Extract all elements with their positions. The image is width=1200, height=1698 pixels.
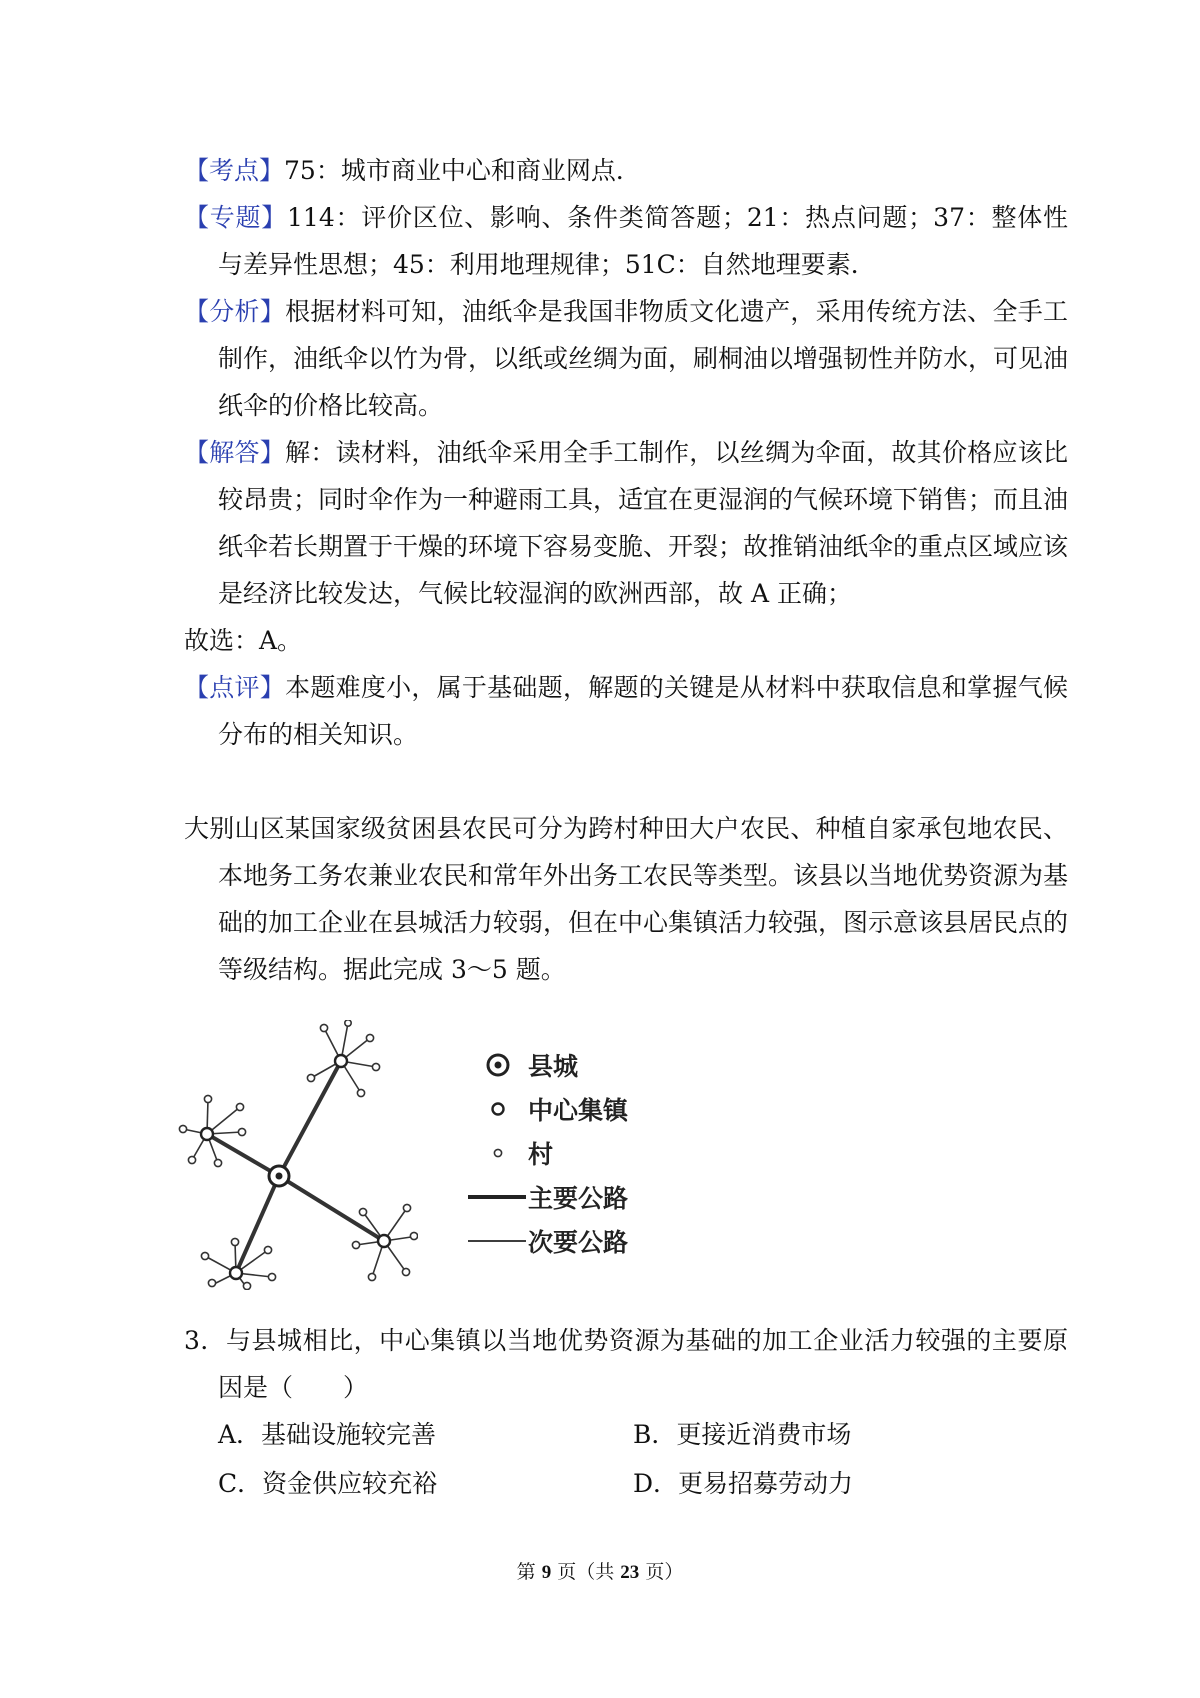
dianping-text: 本题难度小，属于基础题，解题的关键是从材料中获取信息和掌握气候分布的相关知识。 (218, 673, 1068, 749)
central-towns (201, 1055, 390, 1279)
legend-main-road-label: 主要公路 (528, 1184, 629, 1213)
secondary-roads (183, 1023, 418, 1288)
legend-village-label: 村 (528, 1140, 554, 1169)
option-d[interactable]: D．更易招募劳动力 (633, 1469, 854, 1498)
question-stem-text: 3．与县城相比，中心集镇以当地优势资源为基础的加工企业活力较强的主要原因是（ ） (184, 1326, 1068, 1402)
legend-main-road (468, 1177, 628, 1217)
main-road (279, 1176, 384, 1241)
fenxi-text: 根据材料可知，油纸伞是我国非物质文化遗产，采用传统方法、全手工制作，油纸伞以竹为骨，以纸或丝绸为面，刷桐油以增强韧性并防水，可见油纸伞的价格比较高。 (218, 297, 1069, 420)
jieda-text: 解：读材料，油纸伞采用全手工制作，以丝绸为伞面，故其价格应该比较昂贵；同时伞作为一种避雨工具，适宜在更湿润的气候环境下销售；而且油纸伞若长期置于干燥的环境下容易变脆、开裂；故推销油纸伞的重点区域应该是经济比较发达，气候比较湿润的欧洲西部，故 A 正确； (218, 438, 1069, 608)
legend-county (468, 1045, 578, 1085)
option-c[interactable]: C．资金供应较充裕 (218, 1469, 438, 1498)
fenxi-tag: 【分析】 (184, 297, 286, 326)
jieda-section (184, 429, 1068, 617)
main-road-symbol-icon (468, 1177, 528, 1217)
fenxi-section (184, 288, 1068, 429)
zhuanti-tag: 【专题】 (184, 203, 288, 232)
town-symbol-icon (468, 1089, 528, 1129)
footer-page-number: 9 (541, 1562, 552, 1583)
county-symbol-icon (468, 1045, 528, 1085)
dianping-tag: 【点评】 (184, 673, 286, 702)
zhuanti-text: 114：评价区位、影响、条件类简答题；21：热点问题；37：整体性与差异性思想；45：利用地理规律；51C：自然地理要素． (218, 203, 1068, 279)
passage: 大别山区某国家级贫困县农民可分为跨村种田大户农民、种植自家承包地农民、本地务工务农兼业农民和常年外出务工农民等类型。该县以当地优势资源为基础的加工企业在县城活力较弱，但在中心集镇活力较强，图示意该县居民点的等级结构。据此完成 3～5 题。 (184, 814, 1069, 984)
main-road (207, 1134, 279, 1176)
village-symbol-icon (468, 1133, 528, 1173)
footer-prefix: 第 (516, 1561, 542, 1583)
jieda-tag: 【解答】 (184, 438, 286, 467)
footer-middle: 页（共 (551, 1561, 621, 1583)
option-b[interactable]: B．更接近消费市场 (633, 1420, 852, 1449)
kaodian-section (184, 147, 1068, 194)
legend-town (468, 1089, 628, 1129)
zhuanti-section (184, 194, 1068, 288)
option-a[interactable]: A．基础设施较完善 (218, 1420, 437, 1449)
dianping-section (184, 664, 1068, 758)
legend-secondary-road-label: 次要公路 (528, 1228, 629, 1257)
footer-suffix: 页） (639, 1561, 684, 1583)
answer-line: 故选：A。 (184, 626, 303, 655)
county-seat (269, 1166, 289, 1186)
legend-secondary-road (468, 1221, 628, 1261)
secondary-road-symbol-icon (468, 1221, 528, 1261)
kaodian-tag: 【考点】 (184, 156, 285, 185)
footer-total-pages: 23 (620, 1562, 640, 1583)
kaodian-text: 75：城市商业中心和商业网点． (284, 156, 641, 185)
legend-village (468, 1133, 553, 1173)
page-footer (0, 1557, 1200, 1584)
legend-town-label: 中心集镇 (528, 1096, 629, 1125)
legend-county-label: 县城 (528, 1052, 579, 1081)
question-stem (184, 1317, 1068, 1411)
settlement-diagram (178, 1020, 418, 1290)
